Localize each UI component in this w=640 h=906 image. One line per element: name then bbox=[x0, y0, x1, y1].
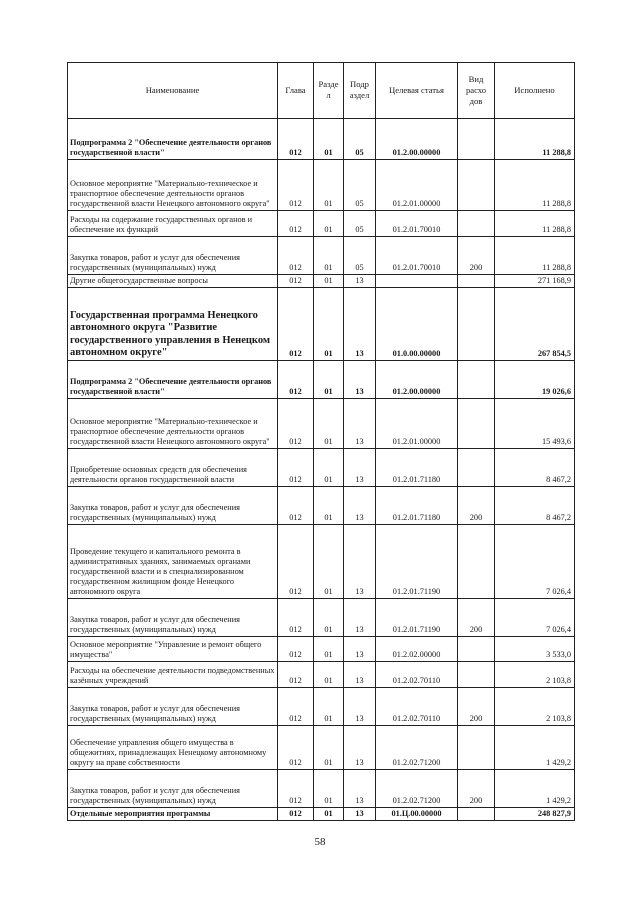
table-row bbox=[68, 119, 575, 160]
row-section: 01 bbox=[314, 637, 344, 662]
row-subsection: 13 bbox=[344, 770, 376, 808]
row-chapter: 012 bbox=[278, 275, 314, 288]
row-section: 01 bbox=[314, 770, 344, 808]
row-section: 01 bbox=[314, 525, 344, 599]
row-target: 01.2.02.70110 bbox=[376, 662, 458, 688]
row-executed: 2 103,8 bbox=[495, 662, 575, 688]
row-name: Другие общегосударственные вопросы bbox=[68, 275, 278, 288]
row-target: 01.2.01.71180 bbox=[376, 487, 458, 525]
row-name: Основное мероприятие "Материально-техническое и транспортное обеспечение деятельности органов государственной власти Ненецкого автономного округа" bbox=[68, 399, 278, 449]
row-subsection: 13 bbox=[344, 662, 376, 688]
row-subsection: 05 bbox=[344, 237, 376, 275]
row-target: 01.2.02.70110 bbox=[376, 688, 458, 726]
row-expense-type: 200 bbox=[458, 487, 495, 525]
row-subsection: 13 bbox=[344, 361, 376, 399]
row-chapter: 012 bbox=[278, 399, 314, 449]
table-row bbox=[68, 487, 575, 525]
header-expense-type: Вид расхо дов bbox=[458, 63, 495, 119]
row-subsection: 13 bbox=[344, 449, 376, 487]
row-target: 01.2.02.71200 bbox=[376, 726, 458, 770]
row-chapter: 012 bbox=[278, 361, 314, 399]
row-expense-type: 200 bbox=[458, 599, 495, 637]
row-section: 01 bbox=[314, 399, 344, 449]
row-expense-type bbox=[458, 160, 495, 211]
row-name: Государственная программа Ненецкого автономного округа "Развитие государственного управления в Ненецком автономном округе" bbox=[68, 288, 278, 361]
row-subsection: 13 bbox=[344, 275, 376, 288]
row-target: 01.2.01.71190 bbox=[376, 599, 458, 637]
row-chapter: 012 bbox=[278, 211, 314, 237]
header-executed: Исполнено bbox=[495, 63, 575, 119]
row-executed: 11 288,8 bbox=[495, 160, 575, 211]
table-row bbox=[68, 361, 575, 399]
row-executed: 271 168,9 bbox=[495, 275, 575, 288]
table-row bbox=[68, 275, 575, 288]
row-chapter: 012 bbox=[278, 119, 314, 160]
table-row bbox=[68, 288, 575, 361]
row-subsection: 13 bbox=[344, 688, 376, 726]
row-expense-type bbox=[458, 119, 495, 160]
table-row bbox=[68, 637, 575, 662]
row-name: Закупка товаров, работ и услуг для обеспечения государственных (муниципальных) нужд bbox=[68, 688, 278, 726]
row-executed: 15 493,6 bbox=[495, 399, 575, 449]
row-name: Основное мероприятие "Материально-техническое и транспортное обеспечение деятельности органов государственной власти Ненецкого автономного округа" bbox=[68, 160, 278, 211]
row-expense-type bbox=[458, 808, 495, 821]
table-row bbox=[68, 808, 575, 821]
row-subsection: 13 bbox=[344, 399, 376, 449]
row-chapter: 012 bbox=[278, 726, 314, 770]
row-expense-type bbox=[458, 361, 495, 399]
row-name: Расходы на содержание государственных органов и обеспечение их функций bbox=[68, 211, 278, 237]
row-target: 01.2.02.00000 bbox=[376, 637, 458, 662]
row-name: Основное мероприятие "Управление и ремонт общего имущества" bbox=[68, 637, 278, 662]
row-subsection: 05 bbox=[344, 211, 376, 237]
row-chapter: 012 bbox=[278, 662, 314, 688]
row-name: Закупка товаров, работ и услуг для обеспечения государственных (муниципальных) нужд bbox=[68, 487, 278, 525]
row-target: 01.2.02.71200 bbox=[376, 770, 458, 808]
row-executed: 8 467,2 bbox=[495, 487, 575, 525]
row-section: 01 bbox=[314, 160, 344, 211]
row-chapter: 012 bbox=[278, 770, 314, 808]
row-section: 01 bbox=[314, 275, 344, 288]
row-subsection: 13 bbox=[344, 726, 376, 770]
row-name: Закупка товаров, работ и услуг для обеспечения государственных (муниципальных) нужд bbox=[68, 599, 278, 637]
row-target: 01.2.01.71180 bbox=[376, 449, 458, 487]
header-name: Наименование bbox=[68, 63, 278, 119]
row-executed: 7 026,4 bbox=[495, 599, 575, 637]
row-expense-type bbox=[458, 726, 495, 770]
row-section: 01 bbox=[314, 211, 344, 237]
row-subsection: 13 bbox=[344, 525, 376, 599]
row-target: 01.2.00.00000 bbox=[376, 119, 458, 160]
row-section: 01 bbox=[314, 361, 344, 399]
row-section: 01 bbox=[314, 487, 344, 525]
table-row bbox=[68, 662, 575, 688]
row-expense-type bbox=[458, 449, 495, 487]
row-target: 01.2.01.70010 bbox=[376, 237, 458, 275]
row-target: 01.Ц.00.00000 bbox=[376, 808, 458, 821]
row-section: 01 bbox=[314, 449, 344, 487]
row-executed: 1 429,2 bbox=[495, 726, 575, 770]
row-section: 01 bbox=[314, 288, 344, 361]
row-name: Расходы на обеспечение деятельности подведомственных казённых учреждений bbox=[68, 662, 278, 688]
row-subsection: 13 bbox=[344, 637, 376, 662]
row-executed: 1 429,2 bbox=[495, 770, 575, 808]
page-number: 58 bbox=[314, 836, 326, 848]
header-section: Разде л bbox=[314, 63, 344, 119]
row-section: 01 bbox=[314, 662, 344, 688]
row-name: Отдельные мероприятия программы bbox=[68, 808, 278, 821]
row-section: 01 bbox=[314, 688, 344, 726]
row-expense-type bbox=[458, 288, 495, 361]
row-expense-type bbox=[458, 662, 495, 688]
row-chapter: 012 bbox=[278, 288, 314, 361]
table-row bbox=[68, 211, 575, 237]
row-name: Приобретение основных средств для обеспечения деятельности органов государственной власти bbox=[68, 449, 278, 487]
row-executed: 7 026,4 bbox=[495, 525, 575, 599]
row-executed: 2 103,8 bbox=[495, 688, 575, 726]
row-section: 01 bbox=[314, 599, 344, 637]
row-name: Закупка товаров, работ и услуг для обеспечения государственных (муниципальных) нужд bbox=[68, 237, 278, 275]
row-target: 01.2.00.00000 bbox=[376, 361, 458, 399]
row-executed: 267 854,5 bbox=[495, 288, 575, 361]
row-chapter: 012 bbox=[278, 237, 314, 275]
header-subsection: Подр аздел bbox=[344, 63, 376, 119]
row-executed: 11 288,8 bbox=[495, 119, 575, 160]
header-chapter: Глава bbox=[278, 63, 314, 119]
row-expense-type: 200 bbox=[458, 770, 495, 808]
row-name: Обеспечение управления общего имущества в общежитиях, принадлежащих Ненецкому автономному округу на праве собственности bbox=[68, 726, 278, 770]
row-subsection: 13 bbox=[344, 288, 376, 361]
row-executed: 11 288,8 bbox=[495, 237, 575, 275]
row-chapter: 012 bbox=[278, 525, 314, 599]
row-target: 01.0.00.00000 bbox=[376, 288, 458, 361]
row-expense-type bbox=[458, 637, 495, 662]
row-chapter: 012 bbox=[278, 688, 314, 726]
row-expense-type: 200 bbox=[458, 688, 495, 726]
row-subsection: 13 bbox=[344, 808, 376, 821]
table-header-row bbox=[68, 63, 575, 119]
row-chapter: 012 bbox=[278, 449, 314, 487]
row-executed: 11 288,8 bbox=[495, 211, 575, 237]
row-name: Подпрограмма 2 "Обеспечение деятельности органов государственной власти" bbox=[68, 119, 278, 160]
table-row bbox=[68, 599, 575, 637]
table-row bbox=[68, 770, 575, 808]
row-executed: 248 827,9 bbox=[495, 808, 575, 821]
header-target: Целевая статья bbox=[376, 63, 458, 119]
row-target: 01.2.01.71190 bbox=[376, 525, 458, 599]
row-expense-type bbox=[458, 525, 495, 599]
table-row bbox=[68, 525, 575, 599]
row-section: 01 bbox=[314, 726, 344, 770]
row-section: 01 bbox=[314, 808, 344, 821]
table-row bbox=[68, 449, 575, 487]
row-section: 01 bbox=[314, 119, 344, 160]
row-chapter: 012 bbox=[278, 160, 314, 211]
row-name: Проведение текущего и капитального ремонта в административных зданиях, занимаемых органами государственной власти и в специализированном государственном жилищном фонде Ненецкого автономного округа bbox=[68, 525, 278, 599]
table-row bbox=[68, 399, 575, 449]
row-target bbox=[376, 275, 458, 288]
row-expense-type bbox=[458, 399, 495, 449]
row-chapter: 012 bbox=[278, 808, 314, 821]
row-section: 01 bbox=[314, 237, 344, 275]
row-target: 01.2.01.70010 bbox=[376, 211, 458, 237]
row-chapter: 012 bbox=[278, 637, 314, 662]
row-executed: 3 533,0 bbox=[495, 637, 575, 662]
table-row bbox=[68, 688, 575, 726]
row-subsection: 13 bbox=[344, 487, 376, 525]
table-row bbox=[68, 237, 575, 275]
table-row bbox=[68, 726, 575, 770]
row-expense-type: 200 bbox=[458, 237, 495, 275]
row-name: Закупка товаров, работ и услуг для обеспечения государственных (муниципальных) нужд bbox=[68, 770, 278, 808]
row-target: 01.2.01.00000 bbox=[376, 160, 458, 211]
row-name: Подпрограмма 2 "Обеспечение деятельности органов государственной власти" bbox=[68, 361, 278, 399]
row-expense-type bbox=[458, 275, 495, 288]
table-row bbox=[68, 160, 575, 211]
row-subsection: 05 bbox=[344, 160, 376, 211]
row-executed: 8 467,2 bbox=[495, 449, 575, 487]
row-subsection: 05 bbox=[344, 119, 376, 160]
row-subsection: 13 bbox=[344, 599, 376, 637]
row-target: 01.2.01.00000 bbox=[376, 399, 458, 449]
row-chapter: 012 bbox=[278, 599, 314, 637]
row-expense-type bbox=[458, 211, 495, 237]
row-chapter: 012 bbox=[278, 487, 314, 525]
budget-table bbox=[67, 62, 575, 821]
row-executed: 19 026,6 bbox=[495, 361, 575, 399]
